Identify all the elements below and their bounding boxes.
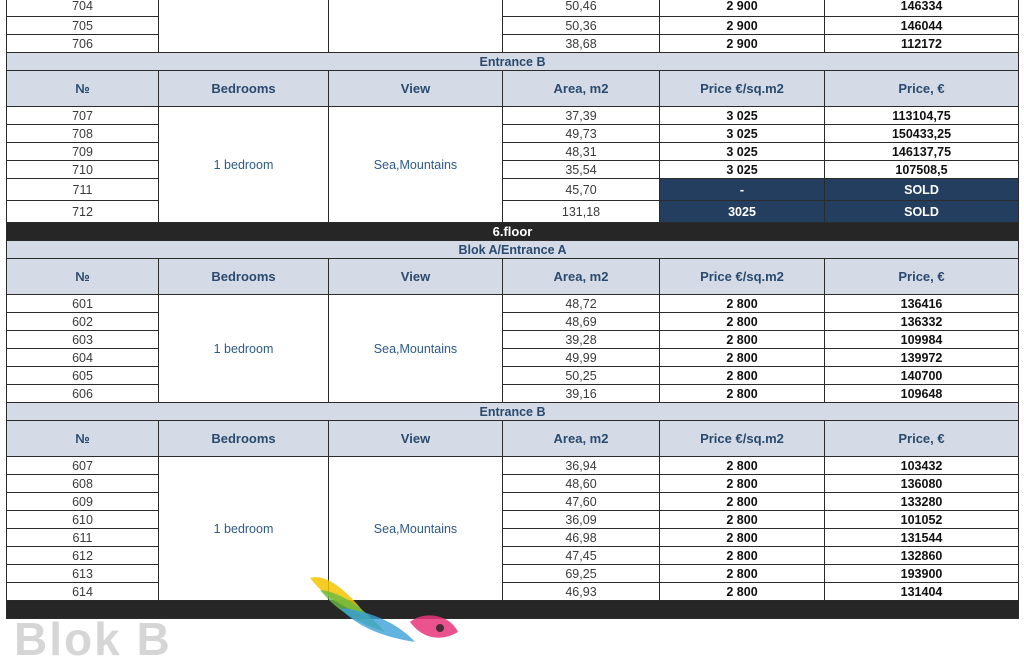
unit-number: 613 — [7, 565, 159, 583]
bedrooms-cell: 1 bedroom — [159, 107, 329, 223]
table-row — [7, 475, 1019, 493]
table-row — [7, 313, 1019, 331]
price-sqm-cell: 2 800 — [660, 511, 825, 529]
header-price-sqm: Price €/sq.m2 — [660, 71, 825, 107]
area-cell: 49,99 — [503, 349, 660, 367]
view-cell: Sea,Mountains — [329, 107, 503, 223]
price-cell: 131404 — [825, 583, 1019, 601]
header-price-sqm: Price €/sq.m2 — [660, 421, 825, 457]
table-row — [7, 457, 1019, 475]
area-cell: 47,60 — [503, 493, 660, 511]
header-area: Area, m2 — [503, 421, 660, 457]
view-cell: Sea,Mountains — [329, 457, 503, 601]
area-cell: 39,16 — [503, 385, 660, 403]
section-title: Entrance B — [7, 53, 1019, 71]
price-cell: 109984 — [825, 331, 1019, 349]
price-sqm-cell: 2 800 — [660, 547, 825, 565]
section-header — [7, 241, 1019, 259]
price-sqm-cell: 2 800 — [660, 313, 825, 331]
price-sqm-cell: 2 800 — [660, 331, 825, 349]
area-cell: 69,25 — [503, 565, 660, 583]
price-sqm-cell: 2 800 — [660, 295, 825, 313]
unit-number: 614 — [7, 583, 159, 601]
header-view: View — [329, 71, 503, 107]
floor-header — [7, 223, 1019, 241]
section-header — [7, 53, 1019, 71]
area-cell: 36,09 — [503, 511, 660, 529]
floor-title: 6.floor — [7, 223, 1019, 241]
unit-number: 711 — [7, 179, 159, 201]
area-cell: 48,69 — [503, 313, 660, 331]
price-sqm-cell: 2 900 — [660, 35, 825, 53]
unit-number: 605 — [7, 367, 159, 385]
header-price: Price, € — [825, 421, 1019, 457]
unit-number: 607 — [7, 457, 159, 475]
header-price: Price, € — [825, 259, 1019, 295]
header-view: View — [329, 259, 503, 295]
table-row — [7, 161, 1019, 179]
price-sqm-cell: 2 900 — [660, 17, 825, 35]
view-cell — [329, 0, 503, 53]
price-cell: 103432 — [825, 457, 1019, 475]
sold-badge: SOLD — [825, 201, 1019, 223]
price-cell: 109648 — [825, 385, 1019, 403]
table-row — [7, 385, 1019, 403]
area-cell: 36,94 — [503, 457, 660, 475]
header-bedrooms: Bedrooms — [159, 259, 329, 295]
unit-number: 609 — [7, 493, 159, 511]
header-num: № — [7, 421, 159, 457]
price-sqm-cell: 3 025 — [660, 143, 825, 161]
price-sqm-cell: 2 800 — [660, 475, 825, 493]
price-cell: 150433,25 — [825, 125, 1019, 143]
header-view: View — [329, 421, 503, 457]
price-cell: 146334 — [825, 0, 1019, 17]
unit-number: 603 — [7, 331, 159, 349]
unit-number: 601 — [7, 295, 159, 313]
price-sqm-cell: 2 800 — [660, 565, 825, 583]
table-row — [7, 349, 1019, 367]
area-cell: 50,36 — [503, 17, 660, 35]
price-sqm-cell: 2 800 — [660, 457, 825, 475]
unit-number: 704 — [7, 0, 159, 17]
price-cell: 112172 — [825, 35, 1019, 53]
price-cell: 136080 — [825, 475, 1019, 493]
price-cell: 131544 — [825, 529, 1019, 547]
section-title: Entrance B — [7, 403, 1019, 421]
table-row — [7, 201, 1019, 223]
price-cell: 101052 — [825, 511, 1019, 529]
price-cell: 113104,75 — [825, 107, 1019, 125]
table-row — [7, 511, 1019, 529]
area-cell: 37,39 — [503, 107, 660, 125]
unit-number: 602 — [7, 313, 159, 331]
header-num: № — [7, 259, 159, 295]
price-sqm-cell: 3 025 — [660, 107, 825, 125]
price-list-page — [6, 0, 1018, 619]
table-row — [7, 179, 1019, 201]
table-row — [7, 35, 1019, 53]
header-bedrooms: Bedrooms — [159, 421, 329, 457]
price-sqm-cell: 2 800 — [660, 367, 825, 385]
header-price: Price, € — [825, 71, 1019, 107]
price-cell: 146044 — [825, 17, 1019, 35]
header-price-sqm: Price €/sq.m2 — [660, 259, 825, 295]
area-cell: 50,25 — [503, 367, 660, 385]
table-row — [7, 107, 1019, 125]
unit-number: 705 — [7, 17, 159, 35]
price-sqm-cell: 3025 — [660, 201, 825, 223]
header-area: Area, m2 — [503, 259, 660, 295]
price-cell: 136332 — [825, 313, 1019, 331]
area-cell: 47,45 — [503, 547, 660, 565]
price-cell: 139972 — [825, 349, 1019, 367]
unit-number: 710 — [7, 161, 159, 179]
price-cell: 136416 — [825, 295, 1019, 313]
price-sqm-cell: - — [660, 179, 825, 201]
price-sqm-cell: 2 800 — [660, 493, 825, 511]
price-sqm-cell: 2 900 — [660, 0, 825, 17]
watermark-text: Blok B — [14, 613, 172, 665]
header-num: № — [7, 71, 159, 107]
area-cell: 48,72 — [503, 295, 660, 313]
sold-badge: SOLD — [825, 179, 1019, 201]
price-sqm-cell: 2 800 — [660, 349, 825, 367]
bedrooms-cell: 1 bedroom — [159, 295, 329, 403]
area-cell: 39,28 — [503, 331, 660, 349]
area-cell: 131,18 — [503, 201, 660, 223]
table-row — [7, 0, 1019, 17]
bedrooms-cell — [159, 0, 329, 53]
table-row — [7, 493, 1019, 511]
unit-number: 707 — [7, 107, 159, 125]
area-cell: 48,60 — [503, 475, 660, 493]
area-cell: 46,93 — [503, 583, 660, 601]
bedrooms-cell: 1 bedroom — [159, 457, 329, 601]
table-row — [7, 125, 1019, 143]
unit-number: 706 — [7, 35, 159, 53]
column-header-row — [7, 259, 1019, 295]
table-row — [7, 547, 1019, 565]
table-row — [7, 367, 1019, 385]
price-sqm-cell: 2 800 — [660, 529, 825, 547]
price-cell: 140700 — [825, 367, 1019, 385]
price-table — [6, 0, 1019, 619]
header-bedrooms: Bedrooms — [159, 71, 329, 107]
view-cell: Sea,Mountains — [329, 295, 503, 403]
table-row — [7, 565, 1019, 583]
table-row — [7, 583, 1019, 601]
unit-number: 606 — [7, 385, 159, 403]
price-cell: 133280 — [825, 493, 1019, 511]
unit-number: 608 — [7, 475, 159, 493]
unit-number: 712 — [7, 201, 159, 223]
unit-number: 604 — [7, 349, 159, 367]
unit-number: 610 — [7, 511, 159, 529]
area-cell: 48,31 — [503, 143, 660, 161]
area-cell: 46,98 — [503, 529, 660, 547]
area-cell: 50,46 — [503, 0, 660, 17]
column-header-row — [7, 421, 1019, 457]
table-row — [7, 17, 1019, 35]
area-cell: 35,54 — [503, 161, 660, 179]
unit-number: 611 — [7, 529, 159, 547]
price-sqm-cell: 3 025 — [660, 161, 825, 179]
unit-number: 708 — [7, 125, 159, 143]
area-cell: 38,68 — [503, 35, 660, 53]
section-title: Blok A/Entrance A — [7, 241, 1019, 259]
price-sqm-cell: 2 800 — [660, 385, 825, 403]
section-header — [7, 403, 1019, 421]
header-area: Area, m2 — [503, 71, 660, 107]
table-row — [7, 529, 1019, 547]
table-row — [7, 143, 1019, 161]
price-cell: 193900 — [825, 565, 1019, 583]
unit-number: 709 — [7, 143, 159, 161]
table-row — [7, 295, 1019, 313]
area-cell: 45,70 — [503, 179, 660, 201]
table-row — [7, 331, 1019, 349]
area-cell: 49,73 — [503, 125, 660, 143]
price-cell: 146137,75 — [825, 143, 1019, 161]
price-sqm-cell: 2 800 — [660, 583, 825, 601]
price-cell: 132860 — [825, 547, 1019, 565]
column-header-row — [7, 71, 1019, 107]
unit-number: 612 — [7, 547, 159, 565]
price-cell: 107508,5 — [825, 161, 1019, 179]
price-sqm-cell: 3 025 — [660, 125, 825, 143]
